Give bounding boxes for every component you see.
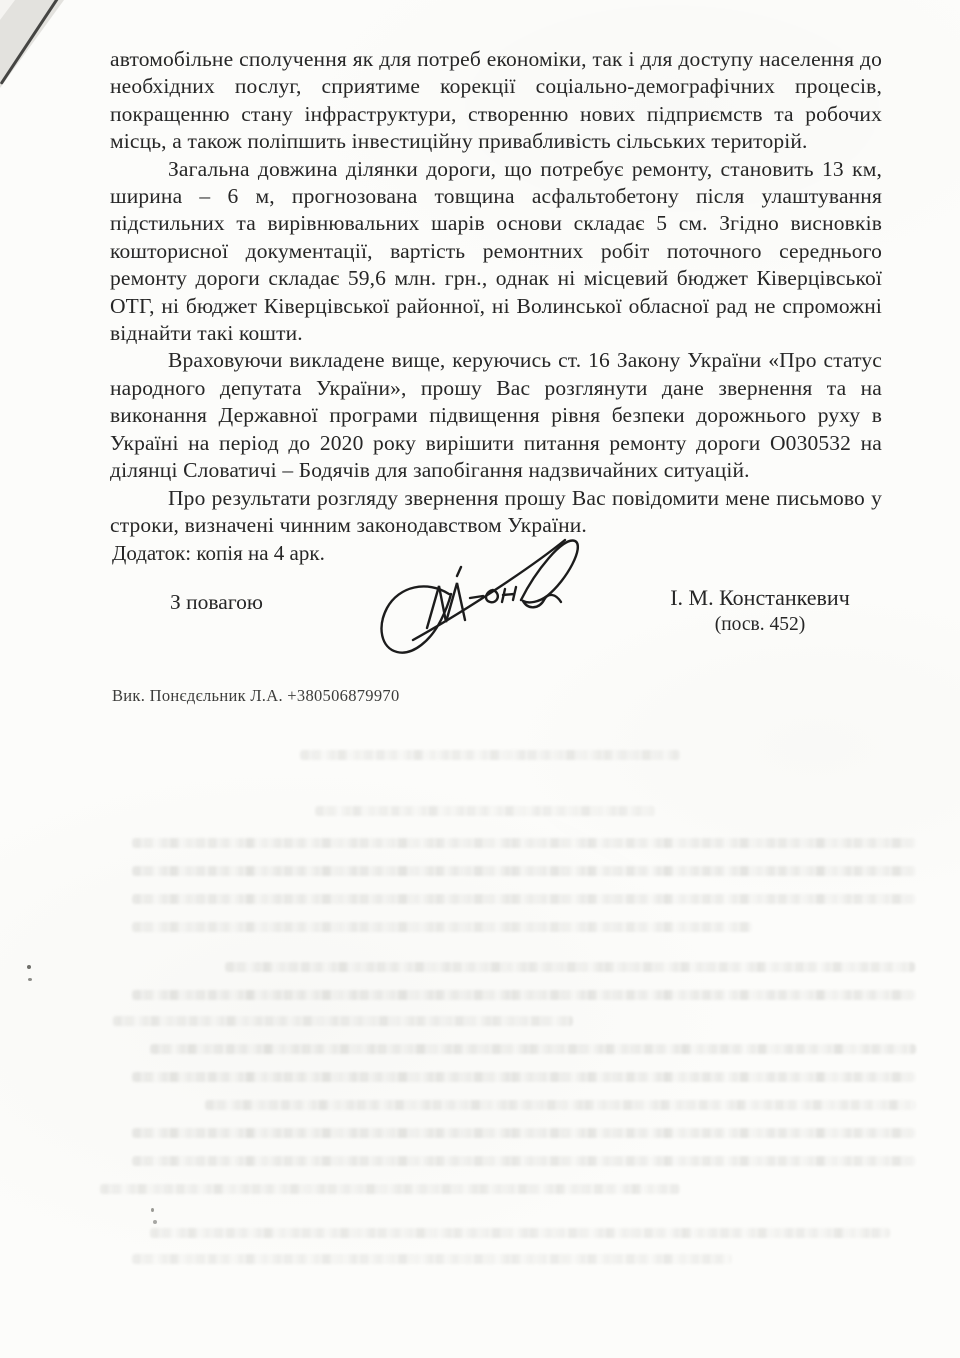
- scan-speck: [151, 1208, 154, 1212]
- page-corner-fold-highlight: [0, 0, 15, 20]
- closing-salutation: З повагою: [170, 590, 263, 614]
- letter-body: [110, 46, 882, 539]
- bleedthrough-line: [300, 750, 680, 760]
- bleedthrough-line: [205, 1100, 916, 1110]
- scan-speck: [28, 978, 32, 981]
- bleedthrough-line: [132, 922, 752, 932]
- bleedthrough-line: [113, 1016, 573, 1026]
- signer-name: І. М. Констанкевич: [670, 585, 850, 610]
- signer-block: [650, 584, 870, 638]
- bleedthrough-line: [132, 1254, 732, 1264]
- bleedthrough-line: [132, 838, 916, 848]
- handwritten-signature: [375, 528, 615, 668]
- body-paragraph-1: автомобільне сполучення як для потреб економіки, так і для доступу населення до необхідних послуг, сприятиме корекції соціально-демографічних процесів, покращенню стану інфраструктури, створенню нових підприємств та робочих місць, а також поліпшить інвестиційну привабливість сільських територій.: [110, 47, 882, 154]
- bleedthrough-line: [132, 990, 916, 1000]
- attachment-note: Додаток: копія на 4 арк.: [112, 541, 325, 565]
- bleedthrough-line: [150, 1228, 890, 1238]
- bleedthrough-line: [132, 1072, 916, 1082]
- bleedthrough-line: [225, 962, 915, 972]
- executor-contact-line: Вик. Понєдєльник Л.А. +380506879970: [112, 686, 400, 705]
- bleedthrough-line: [132, 894, 916, 904]
- bleedthrough-line: [315, 806, 655, 816]
- body-paragraph-2: Загальна довжина ділянки дороги, що потребує ремонту, становить 13 км, ширина – 6 м, прогнозована товщина асфальтобетону після улаштування підстильних та вирівнювальних шарів основи складає 5 см. Згідно висновків кошторисної документації, вартість ремонтних робіт поточного середнього ремонту дороги складає 59,6 млн. грн., однак ні місцевий бюджет Ківерцівської ОТГ, ні бюджет Ківерцівської районної, ні Волинської обласної рад не спроможні віднайти такі кошти.: [110, 156, 882, 346]
- bleedthrough-line: [132, 866, 916, 876]
- bleedthrough-line: [100, 1184, 680, 1194]
- bleedthrough-line: [150, 1044, 916, 1054]
- bleedthrough-line: [132, 1128, 916, 1138]
- signer-credential: (посв. 452): [714, 614, 806, 635]
- body-paragraph-4: Про результати розгляду звернення прошу Вас повідомити мене письмово у строки, визначені чинним законодавством України.: [110, 485, 882, 537]
- scan-speck: [153, 1220, 157, 1224]
- scan-speck: [27, 965, 31, 969]
- body-paragraph-3: Враховуючи викладене вище, керуючись ст. 16 Закону України «Про статус народного депутата України», прошу Вас розглянути дане звернення та на виконання Державної програми підвищення рівня безпеки дорожнього руху в Україні на період до 2020 року вирішити питання ремонту дороги О030532 на ділянці Словатичі – Бодячів для запобігання надзвичайних ситуацій.: [110, 348, 882, 483]
- bleedthrough-line: [132, 1156, 916, 1166]
